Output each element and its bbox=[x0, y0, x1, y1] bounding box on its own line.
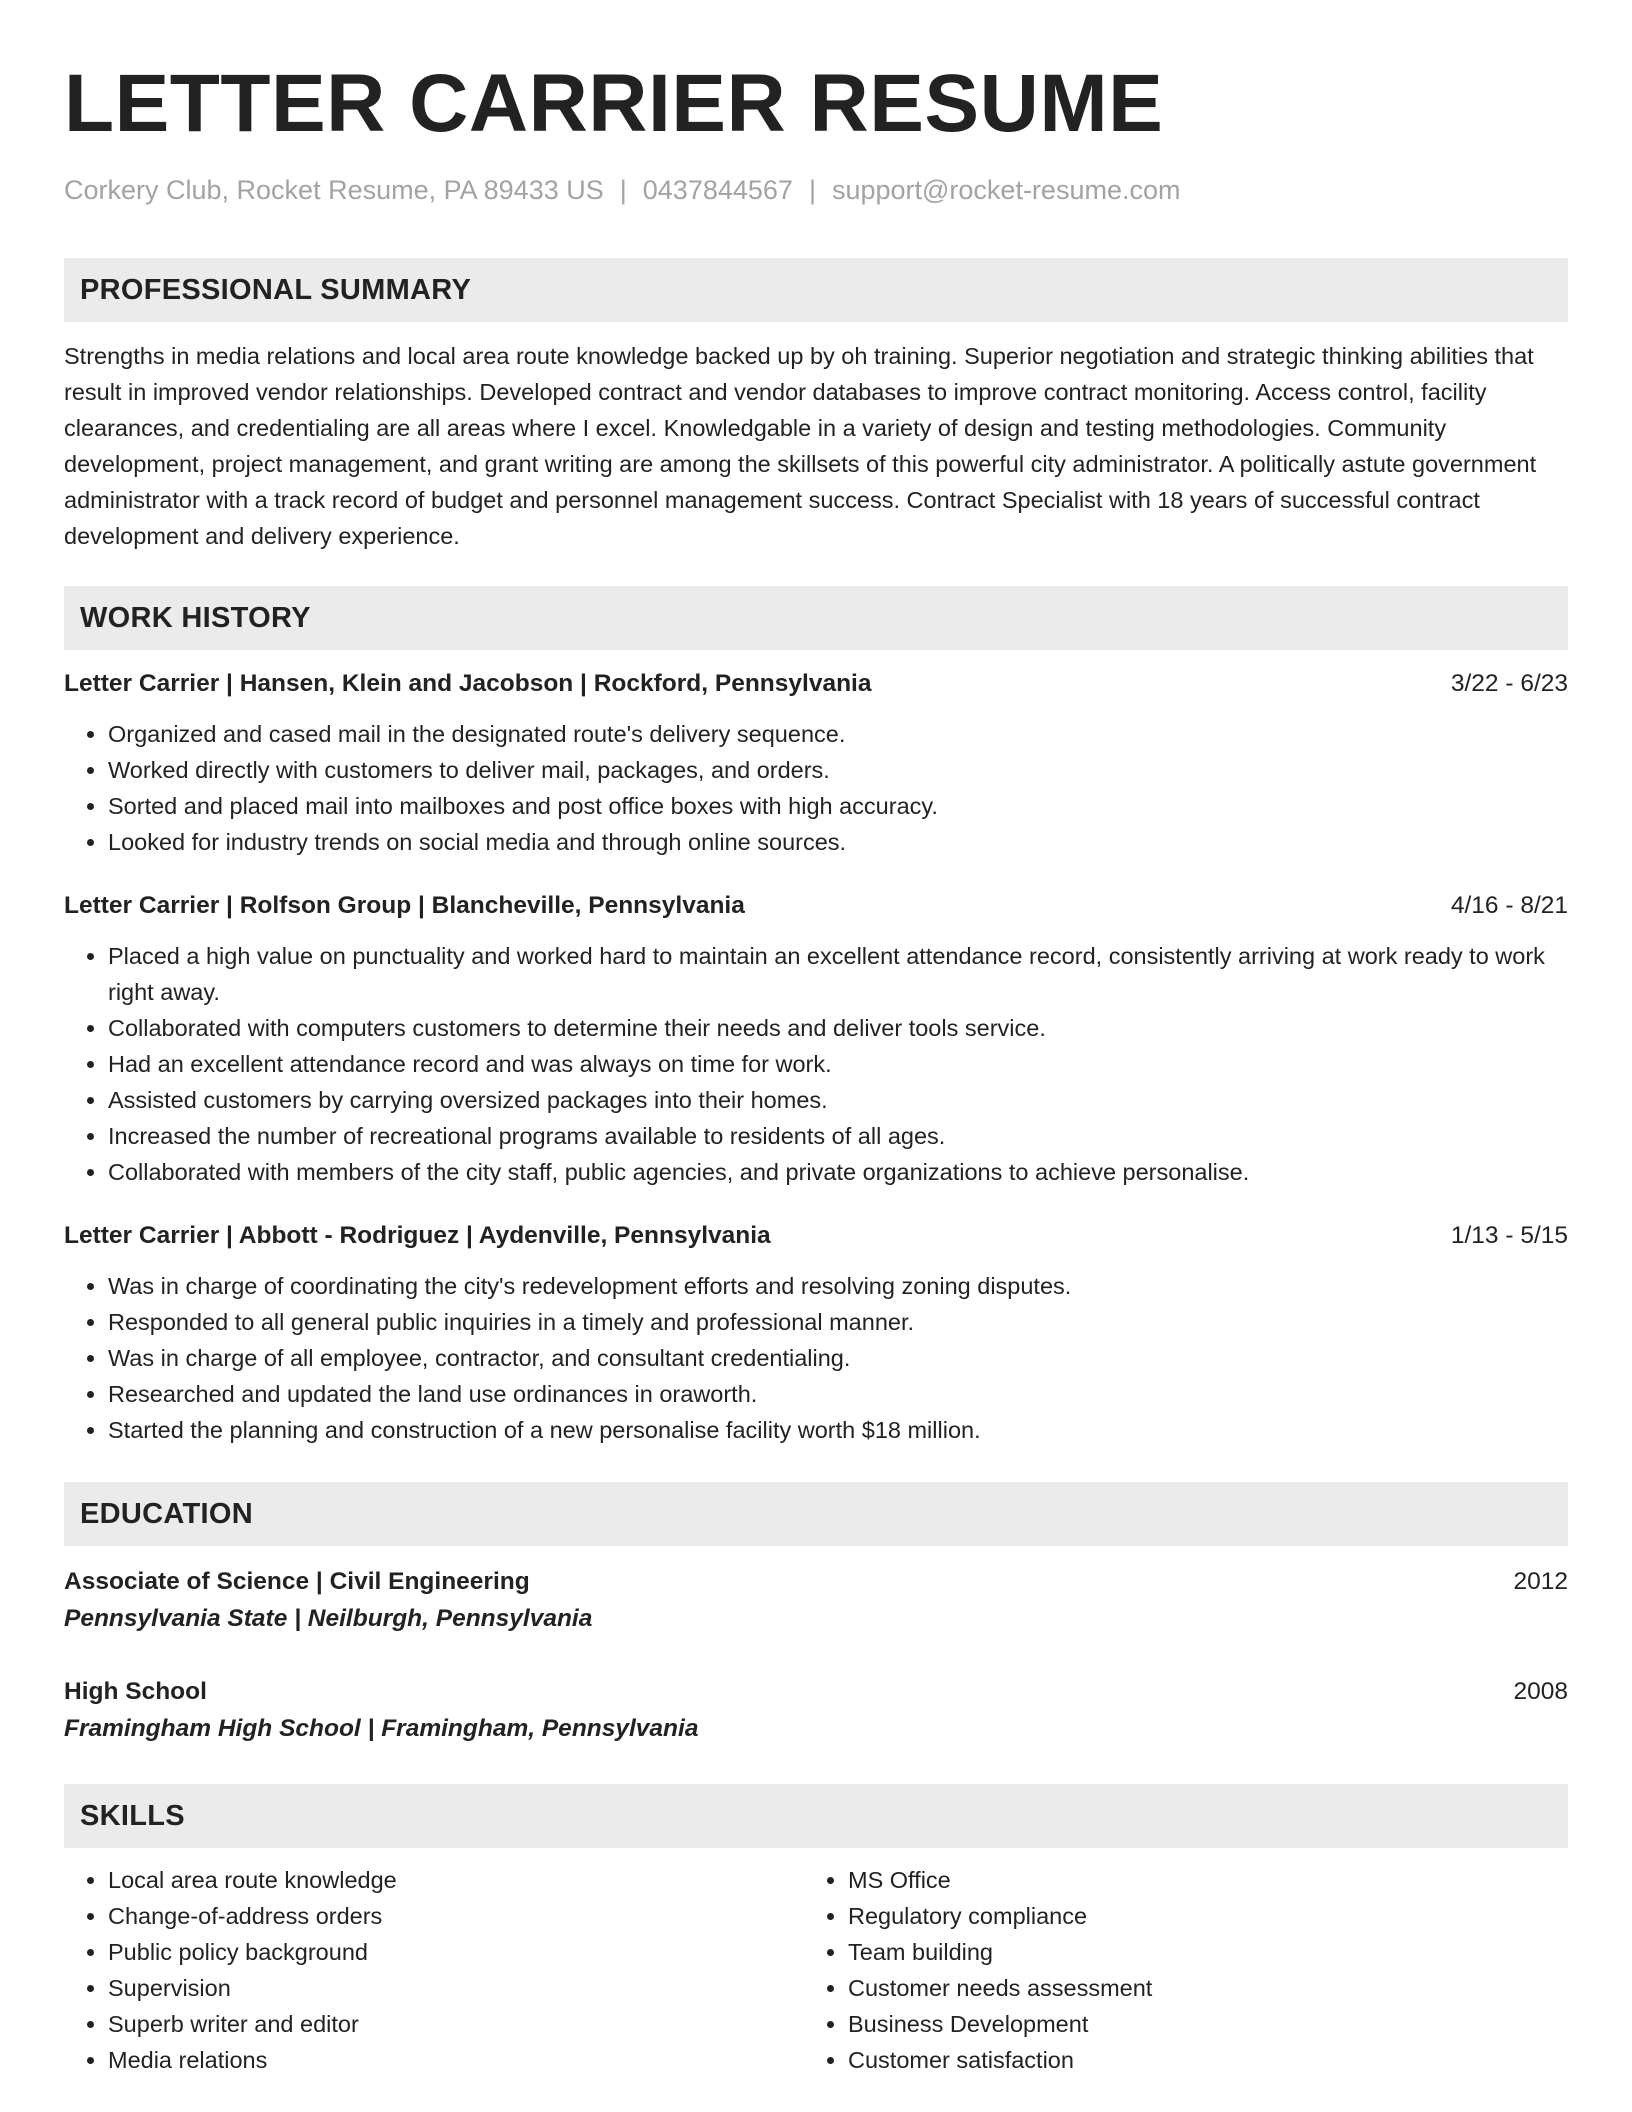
skill-item: • Business Development bbox=[848, 2006, 1544, 2042]
contact-separator: | bbox=[619, 175, 627, 205]
job-dates: 3/22 - 6/23 bbox=[1450, 670, 1568, 697]
job-bullet: • Was in charge of all employee, contractor, and consultant credentialing. bbox=[108, 1340, 1568, 1376]
job-title: Letter Carrier | Rolfson Group | Blancheville, Pennsylvania bbox=[64, 892, 745, 919]
job-bullet: • Responded to all general public inquiries in a timely and professional manner. bbox=[108, 1304, 1568, 1340]
education-degree: High School bbox=[64, 1678, 207, 1705]
job-bullet: • Assisted customers by carrying oversized packages into their homes. bbox=[108, 1082, 1568, 1118]
job-bullets bbox=[64, 1268, 1568, 1448]
resume-title: LETTER CARRIER RESUME bbox=[64, 58, 1164, 149]
job-dates: 4/16 - 8/21 bbox=[1450, 892, 1568, 919]
summary-heading: PROFESSIONAL SUMMARY bbox=[64, 258, 1568, 322]
job-entry bbox=[64, 888, 1568, 1190]
job-bullet: • Organized and cased mail in the designated route's delivery sequence. bbox=[108, 716, 1568, 752]
job-bullets bbox=[64, 938, 1568, 1190]
summary-text: Strengths in media relations and local area route knowledge backed up by oh training. Superior negotiation and strategic thinking abilities that result in improved vendor relationships. Developed contract and vendor databases to improve contract monitoring. Access control, facility clearances, and credentialing are all areas where I excel. Knowledgable in a variety of design and testing methodologies. Community development, project management, and grant writing are among the skillsets of this powerful city administrator. A politically astute government administrator with a track record of budget and personnel management success. Contract Specialist with 18 years of successful contract development and delivery experience. bbox=[64, 343, 1537, 549]
job-header bbox=[64, 666, 1568, 702]
job-title: Letter Carrier | Abbott - Rodriguez | Aydenville, Pennsylvania bbox=[64, 1222, 771, 1249]
education-year: 2008 bbox=[1513, 1678, 1568, 1705]
skill-item: • Customer satisfaction bbox=[848, 2042, 1544, 2078]
job-bullet: • Sorted and placed mail into mailboxes and post office boxes with high accuracy. bbox=[108, 788, 1568, 824]
job-title: Letter Carrier | Hansen, Klein and Jacobson | Rockford, Pennsylvania bbox=[64, 670, 872, 697]
work-history-heading: WORK HISTORY bbox=[64, 586, 1568, 650]
job-header bbox=[64, 888, 1568, 924]
skills-heading: SKILLS bbox=[64, 1784, 1568, 1848]
skill-item: • Public policy background bbox=[108, 1934, 804, 1970]
skills-columns bbox=[64, 1862, 1568, 2078]
job-dates: 1/13 - 5/15 bbox=[1450, 1222, 1568, 1249]
skills-list-left bbox=[64, 1862, 804, 2078]
contact-phone: 0437844567 bbox=[642, 175, 793, 205]
job-bullet: • Started the planning and construction of a new personalise facility worth $18 million. bbox=[108, 1412, 1568, 1448]
education-school: Pennsylvania State | Neilburgh, Pennsylvania bbox=[64, 1605, 593, 1632]
skill-item: • Superb writer and editor bbox=[108, 2006, 804, 2042]
skill-item: • Regulatory compliance bbox=[848, 1898, 1544, 1934]
skill-item: • Media relations bbox=[108, 2042, 804, 2078]
education-header bbox=[64, 1674, 1568, 1710]
job-entry bbox=[64, 666, 1568, 860]
skill-item: • MS Office bbox=[848, 1862, 1544, 1898]
job-entry bbox=[64, 1218, 1568, 1448]
education-heading: EDUCATION bbox=[64, 1482, 1568, 1546]
job-bullets bbox=[64, 716, 1568, 860]
skill-item: • Change-of-address orders bbox=[108, 1898, 804, 1934]
skill-item: • Local area route knowledge bbox=[108, 1862, 804, 1898]
skill-item: • Team building bbox=[848, 1934, 1544, 1970]
education-degree: Associate of Science | Civil Engineering bbox=[64, 1568, 530, 1595]
contact-separator: | bbox=[808, 175, 816, 205]
education-entry bbox=[64, 1674, 1568, 1748]
contact-line bbox=[64, 172, 1568, 208]
education-header bbox=[64, 1564, 1568, 1600]
job-bullet: • Was in charge of coordinating the city's redevelopment efforts and resolving zoning disputes. bbox=[108, 1268, 1568, 1304]
resume-page bbox=[64, 0, 1568, 2078]
contact-address: Corkery Club, Rocket Resume, PA 89433 US bbox=[64, 175, 604, 205]
job-bullet: • Collaborated with computers customers to determine their needs and deliver tools service. bbox=[108, 1010, 1568, 1046]
skills-list-right bbox=[804, 1862, 1544, 2078]
job-bullet: • Had an excellent attendance record and was always on time for work. bbox=[108, 1046, 1568, 1082]
education-year: 2012 bbox=[1513, 1568, 1568, 1595]
job-bullet: • Worked directly with customers to deliver mail, packages, and orders. bbox=[108, 752, 1568, 788]
skill-item: • Supervision bbox=[108, 1970, 804, 2006]
job-bullet: • Increased the number of recreational programs available to residents of all ages. bbox=[108, 1118, 1568, 1154]
job-bullet: • Researched and updated the land use ordinances in oraworth. bbox=[108, 1376, 1568, 1412]
job-bullet: • Collaborated with members of the city staff, public agencies, and private organizations to achieve personalise. bbox=[108, 1154, 1568, 1190]
skill-item: • Customer needs assessment bbox=[848, 1970, 1544, 2006]
education-school: Framingham High School | Framingham, Pennsylvania bbox=[64, 1715, 699, 1742]
contact-email: support@rocket-resume.com bbox=[831, 175, 1181, 205]
job-bullet: • Looked for industry trends on social media and through online sources. bbox=[108, 824, 1568, 860]
job-header bbox=[64, 1218, 1568, 1254]
job-bullet: • Placed a high value on punctuality and worked hard to maintain an excellent attendance record, consistently arriving at work ready to work right away. bbox=[108, 938, 1568, 1010]
education-entry bbox=[64, 1564, 1568, 1638]
